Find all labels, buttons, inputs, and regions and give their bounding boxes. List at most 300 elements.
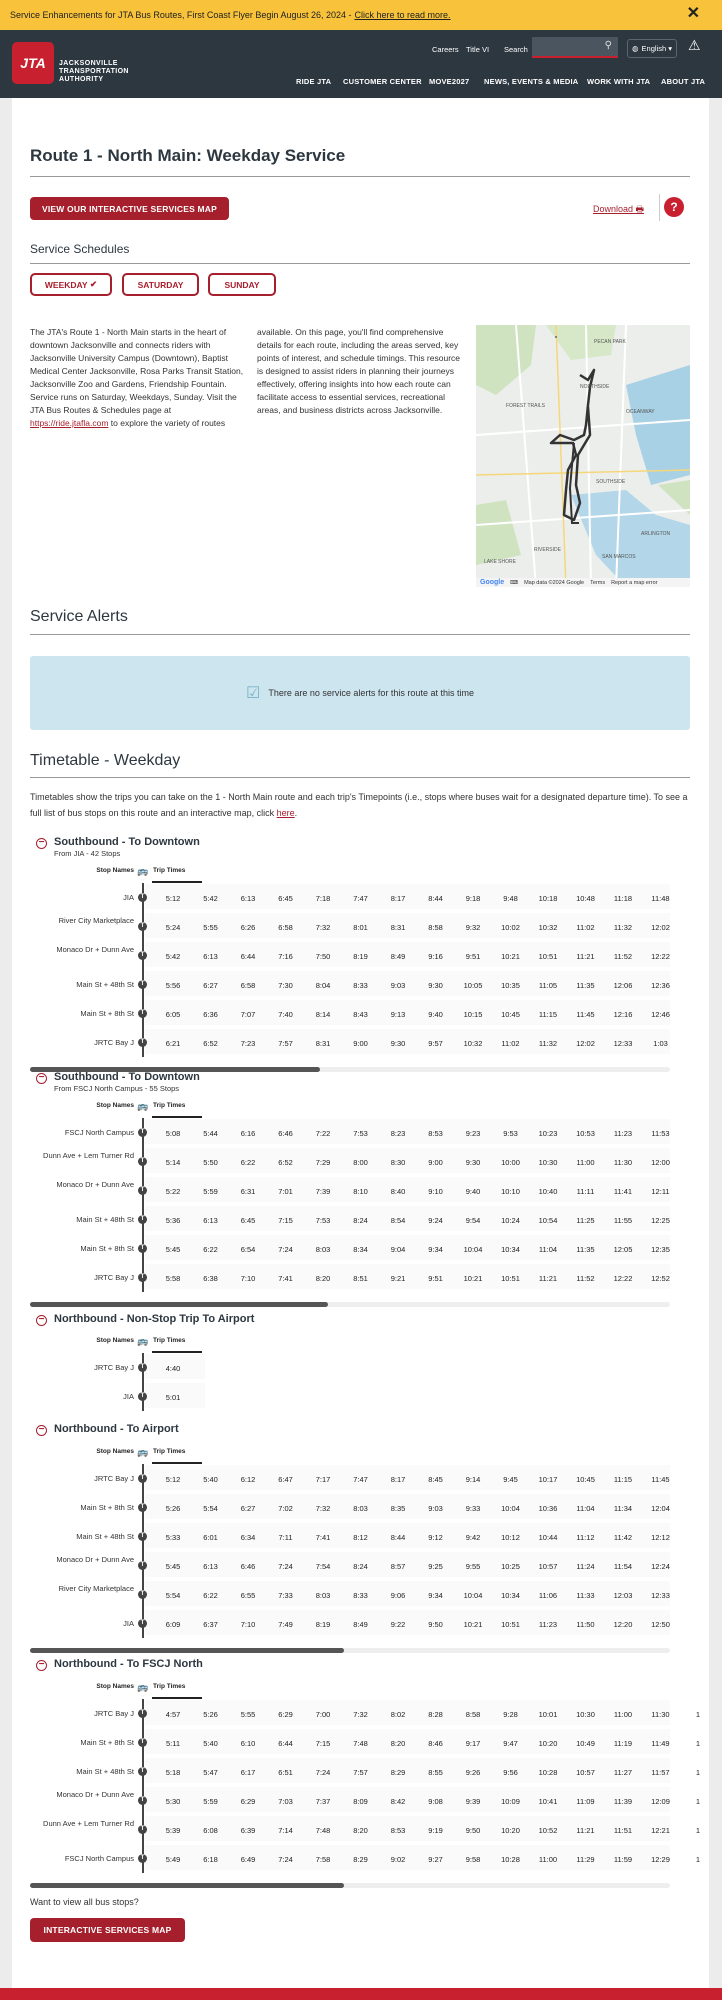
- trip-time: 8:31: [315, 1039, 331, 1048]
- trip-time: 11:21: [576, 1826, 595, 1835]
- trip-time: 7:02: [278, 1504, 293, 1513]
- trip-time: 8:24: [353, 1562, 368, 1571]
- trip-time: 11:06: [538, 1591, 558, 1600]
- timepoint-icon: T: [138, 1709, 147, 1718]
- timepoint-icon: T: [138, 1738, 147, 1747]
- trip-time: 10:05: [463, 981, 483, 990]
- trip-time: 11:24: [576, 1562, 595, 1571]
- trip-time: 11:51: [613, 1826, 633, 1835]
- trip-time: 9:40: [465, 1187, 481, 1196]
- trip-time: 6:34: [240, 1533, 256, 1542]
- trip-time: 9:13: [390, 1010, 406, 1019]
- trip-time: 10:45: [576, 1475, 595, 1484]
- search-label: Search: [504, 45, 528, 54]
- search-icon[interactable]: ⚲: [604, 40, 612, 51]
- timetable-heading: Timetable - Weekday: [30, 752, 181, 769]
- trip-time: 5:58: [165, 1274, 181, 1283]
- trip-time: 6:54: [240, 1245, 256, 1254]
- trip-time: 9:40: [428, 1010, 443, 1019]
- trip-time: 7:15: [278, 1216, 293, 1225]
- trip-time: 7:39: [315, 1187, 331, 1196]
- trip-time: 9:00: [353, 1039, 368, 1048]
- section-title: Northbound - To FSCJ North: [54, 1658, 203, 1670]
- trip-time: 8:29: [353, 1855, 368, 1864]
- horizontal-scrollbar[interactable]: [30, 1302, 670, 1307]
- timetable-header-row: [30, 1337, 670, 1353]
- trip-time: 6:44: [278, 1739, 293, 1748]
- trip-time: 10:04: [501, 1504, 520, 1513]
- trip-time: 7:11: [278, 1533, 293, 1542]
- section-title: Northbound - Non-Stop Trip To Airport: [54, 1313, 255, 1325]
- stop-name: JRTC Bay J: [94, 1709, 134, 1718]
- trip-time: 6:47: [278, 1475, 293, 1484]
- ride-jta-link[interactable]: https://ride.jtafla.com: [30, 418, 109, 428]
- trip-time: 7:29: [315, 1158, 331, 1167]
- timetable-section-header[interactable]: [36, 836, 200, 858]
- trip-time: 11:04: [538, 1245, 558, 1254]
- nav-work-with-jta[interactable]: WORK WITH JTA: [587, 77, 651, 86]
- stop-name: Main St + 48th St: [76, 1532, 134, 1541]
- trip-time: 7:24: [278, 1245, 293, 1254]
- trip-time: 7:17: [315, 1475, 331, 1484]
- nav-news-events-media[interactable]: NEWS, EVENTS & MEDIA: [484, 77, 579, 86]
- trip-time: 6:22: [240, 1158, 256, 1167]
- trip-time: 10:40: [538, 1187, 558, 1196]
- stop-name: Monaco Dr + Dunn Ave: [56, 1555, 134, 1564]
- trip-time: 5:59: [203, 1797, 218, 1806]
- collapse-icon[interactable]: −: [36, 1315, 47, 1326]
- trip-time: 6:45: [240, 1216, 256, 1225]
- trip-time: 11:27: [613, 1768, 633, 1777]
- download-link[interactable]: [593, 202, 644, 218]
- trip-time: 7:37: [315, 1797, 331, 1806]
- timetable-header-row: [30, 867, 670, 883]
- trip-time: 9:26: [465, 1768, 481, 1777]
- trip-time: 12:11: [651, 1187, 670, 1196]
- trip-time: 10:54: [538, 1216, 558, 1225]
- trip-time: 6:38: [203, 1274, 218, 1283]
- search-input[interactable]: [532, 37, 618, 58]
- stop-name: Monaco Dr + Dunn Ave: [56, 1790, 134, 1799]
- trip-time: 11:23: [613, 1129, 633, 1138]
- trip-time: 9:56: [503, 1768, 518, 1777]
- collapse-icon[interactable]: −: [36, 838, 47, 849]
- tab-sunday[interactable]: SUNDAY: [208, 273, 276, 296]
- scrollbar-thumb[interactable]: [30, 1648, 344, 1653]
- trip-time: 12:33: [651, 1591, 670, 1600]
- no-alerts-box: [30, 656, 690, 730]
- trip-time: 6:13: [203, 1562, 218, 1571]
- trip-time: 11:32: [613, 923, 633, 932]
- header-underline: [152, 881, 202, 883]
- trip-time: 8:53: [428, 1129, 443, 1138]
- trip-time: 11:39: [613, 1797, 633, 1806]
- jta-logo[interactable]: [12, 42, 54, 84]
- trip-time: 8:46: [428, 1739, 443, 1748]
- trip-time: 8:33: [353, 1591, 368, 1600]
- section-title: Southbound - To Downtown: [54, 836, 200, 848]
- trip-time: 8:02: [390, 1710, 406, 1719]
- stop-names-header: Stop Names: [96, 1337, 134, 1344]
- trip-time: 12:35: [651, 1245, 670, 1254]
- divider: [30, 176, 690, 177]
- here-link[interactable]: here: [276, 808, 295, 818]
- trip-time: 6:51: [278, 1768, 293, 1777]
- map-footer: [476, 578, 690, 587]
- google-logo: Google: [480, 579, 505, 586]
- timetable-section-header[interactable]: [36, 1071, 200, 1093]
- trip-time: 8:40: [390, 1187, 406, 1196]
- timetable-header-row: [30, 1102, 670, 1118]
- trip-time: 12:03: [613, 1591, 633, 1600]
- trip-time: 6:39: [240, 1826, 256, 1835]
- trip-time: 1: [695, 1855, 701, 1864]
- trip-time: 7:24: [278, 1562, 293, 1571]
- trip-time: 6:46: [240, 1562, 256, 1571]
- trip-time: 9:27: [428, 1855, 443, 1864]
- trip-time: 5:39: [165, 1826, 181, 1835]
- trip-time: 8:10: [353, 1187, 368, 1196]
- title-vi-link[interactable]: Title VI: [466, 45, 490, 54]
- stop-name: Main St + 8th St: [80, 1244, 134, 1253]
- language-label: English ▾: [641, 44, 672, 53]
- trip-time: 12:05: [613, 1245, 633, 1254]
- page-title: Route 1 - North Main: Weekday Service: [30, 146, 346, 165]
- timetable-description: Timetables show the trips you can take on the 1 - North Main route and each trip's Timepoints (i.e., stops where buses wait for a designated departure time). To see a full list of bus stops on this route and an interactive map, click here.: [30, 792, 688, 818]
- timetable-grid: [30, 1102, 670, 1304]
- trip-time: 9:50: [465, 1826, 481, 1835]
- trip-time: 6:36: [203, 1010, 218, 1019]
- stop-name: Main St + 8th St: [80, 1009, 134, 1018]
- timepoint-icon: T: [138, 1854, 147, 1863]
- trip-time: 12:24: [651, 1562, 670, 1571]
- trip-time: 8:28: [428, 1710, 443, 1719]
- site-header: [0, 30, 722, 98]
- trip-time: 12:09: [651, 1797, 670, 1806]
- trip-time: 6:29: [278, 1710, 293, 1719]
- trip-time: 7:22: [315, 1129, 331, 1138]
- trip-time: 11:05: [538, 981, 558, 990]
- trip-time: 6:26: [240, 923, 256, 932]
- trip-time: 8:03: [315, 1245, 331, 1254]
- trip-time: 10:32: [463, 1039, 483, 1048]
- table-row: [30, 1209, 670, 1234]
- trip-time: 10:41: [538, 1797, 558, 1806]
- trip-time: 7:14: [278, 1826, 293, 1835]
- trip-time: 12:46: [651, 1010, 670, 1019]
- trip-time: 8:14: [315, 1010, 331, 1019]
- nav-ride-jta[interactable]: RIDE JTA: [296, 77, 332, 86]
- trip-time: 10:04: [463, 1591, 483, 1600]
- timepoint-icon: T: [138, 980, 147, 989]
- timetable-grid: [30, 1337, 670, 1423]
- table-row: [30, 1790, 701, 1815]
- logo-wordmark[interactable]: [59, 60, 129, 84]
- divider: [30, 777, 690, 778]
- bus-icon: 🚌: [137, 1101, 149, 1111]
- trip-time: 10:30: [538, 1158, 558, 1167]
- timepoint-icon: T: [138, 1619, 147, 1628]
- trip-time: 9:57: [428, 1039, 443, 1048]
- trip-time: 11:29: [576, 1855, 595, 1864]
- trip-time: 7:53: [353, 1129, 368, 1138]
- trip-time: 9:39: [465, 1797, 481, 1806]
- trip-time: 6:46: [278, 1129, 293, 1138]
- trip-time: 8:49: [353, 1620, 368, 1629]
- scrollbar-thumb[interactable]: [30, 1883, 344, 1888]
- trip-time: 12:22: [651, 952, 670, 961]
- horizontal-scrollbar[interactable]: [30, 1648, 670, 1653]
- trip-time: 8:34: [353, 1245, 368, 1254]
- map-label: RIVERSIDE: [534, 547, 561, 553]
- trip-time: 8:51: [353, 1274, 368, 1283]
- map-label: OCEANWAY: [626, 409, 655, 415]
- trip-time: 10:15: [463, 1010, 483, 1019]
- trip-time: 11:02: [501, 1039, 520, 1048]
- trip-time: 11:19: [613, 1739, 633, 1748]
- trip-time: 9:28: [503, 1710, 518, 1719]
- trip-time: 8:19: [353, 952, 368, 961]
- trip-time: 11:41: [613, 1187, 633, 1196]
- timepoint-icon: T: [138, 1590, 147, 1599]
- trip-time: 7:07: [240, 1010, 256, 1019]
- stop-names-header: Stop Names: [96, 1102, 134, 1109]
- trip-time: 10:20: [538, 1739, 558, 1748]
- map-label: PECAN PARK: [594, 339, 626, 345]
- trip-time: 6:10: [240, 1739, 256, 1748]
- table-row: [30, 1386, 670, 1411]
- stop-name: FSCJ North Campus: [64, 1128, 134, 1137]
- trip-time: 1:03: [653, 1039, 668, 1048]
- table-row: [30, 887, 670, 912]
- map-report-link[interactable]: Report a map error: [611, 579, 658, 586]
- trip-time: 5:45: [165, 1245, 181, 1254]
- trip-time: 9:51: [428, 1274, 443, 1283]
- trip-time: 8:17: [390, 1475, 406, 1484]
- trip-time: 6:16: [240, 1129, 256, 1138]
- timetable-section-header[interactable]: [36, 1313, 254, 1326]
- trip-time: 8:53: [390, 1826, 406, 1835]
- timepoint-icon: T: [138, 1215, 147, 1224]
- section-subtitle: From FSCJ North Campus - 55 Stops: [54, 1084, 180, 1093]
- section-title: Southbound - To Downtown: [54, 1071, 200, 1083]
- map-keyboard-icon[interactable]: ⌨: [510, 579, 519, 586]
- trip-time: 12:12: [651, 1533, 670, 1542]
- language-select[interactable]: [627, 39, 677, 58]
- trip-time: 8:03: [315, 1591, 331, 1600]
- trip-time: 9:30: [465, 1158, 481, 1167]
- trip-time: 5:49: [165, 1855, 181, 1864]
- trip-time: 9:47: [503, 1739, 518, 1748]
- trip-time: 7:40: [278, 1010, 293, 1019]
- stop-names-header: Stop Names: [96, 867, 134, 874]
- trip-time: 11:53: [651, 1129, 670, 1138]
- trip-times-header: Trip Times: [153, 867, 186, 874]
- table-row: [30, 1357, 670, 1382]
- trip-time: 7:24: [278, 1855, 293, 1864]
- trip-time: 11:21: [538, 1274, 558, 1283]
- trip-time: 5:12: [165, 1475, 181, 1484]
- trip-time: 6:13: [240, 894, 256, 903]
- trip-time: 11:09: [576, 1797, 595, 1806]
- schedules-heading: Service Schedules: [30, 242, 130, 256]
- trip-time: 11:48: [651, 894, 670, 903]
- trip-time: 8:20: [390, 1739, 406, 1748]
- stop-name: Monaco Dr + Dunn Ave: [56, 1180, 134, 1189]
- warning-icon[interactable]: ⚠: [688, 37, 701, 53]
- trip-time: 8:55: [428, 1768, 443, 1777]
- timepoint-icon: T: [138, 1474, 147, 1483]
- trip-time: 8:33: [353, 981, 368, 990]
- trip-time: 10:21: [463, 1274, 483, 1283]
- view-interactive-map-button[interactable]: VIEW OUR INTERACTIVE SERVICES MAP: [30, 197, 229, 220]
- trip-time: 11:21: [576, 952, 595, 961]
- careers-link[interactable]: Careers: [432, 45, 459, 54]
- route-map[interactable]: [476, 325, 690, 587]
- trip-time: 8:29: [390, 1768, 406, 1777]
- trip-time: 8:44: [428, 894, 443, 903]
- logo-line: JACKSONVILLE: [59, 60, 118, 67]
- trip-time: 6:52: [278, 1158, 293, 1167]
- bus-icon: 🚌: [137, 1682, 149, 1692]
- trip-time: 8:57: [390, 1562, 406, 1571]
- trip-time: 9:58: [465, 1855, 481, 1864]
- trip-time: 10:48: [576, 894, 595, 903]
- trip-time: 8:58: [465, 1710, 481, 1719]
- stop-name: JRTC Bay J: [94, 1474, 134, 1483]
- view-stops-prompt: Want to view all bus stops?: [30, 1897, 139, 1907]
- timepoint-icon: T: [138, 1128, 147, 1137]
- trip-time: 8:00: [353, 1158, 368, 1167]
- collapse-icon[interactable]: −: [36, 1073, 47, 1084]
- tab-weekday[interactable]: [30, 273, 112, 296]
- trip-time: 10:10: [501, 1187, 520, 1196]
- trip-time: 12:06: [613, 981, 633, 990]
- trip-time: 11:12: [576, 1533, 595, 1542]
- trip-time: 11:04: [576, 1504, 595, 1513]
- trip-time: 10:34: [501, 1245, 520, 1254]
- table-row: [30, 1032, 670, 1057]
- section-title: Northbound - To Airport: [54, 1423, 179, 1435]
- trip-time: 6:13: [203, 952, 218, 961]
- trip-time: 5:18: [165, 1768, 181, 1777]
- stop-name: JIA: [123, 1392, 134, 1401]
- trip-time: 9:04: [390, 1245, 406, 1254]
- timetable-section-header[interactable]: [36, 1658, 203, 1671]
- trip-time: 6:58: [278, 923, 293, 932]
- map-label: SAN MARCOS: [602, 554, 636, 560]
- trip-time: 12:50: [651, 1620, 670, 1629]
- timepoint-icon: T: [138, 922, 147, 931]
- trip-time: 9:50: [428, 1620, 443, 1629]
- checkbox-icon: ☑: [246, 685, 261, 702]
- trip-time: 11:30: [613, 1158, 633, 1167]
- trip-time: 5:14: [165, 1158, 181, 1167]
- stop-name: Dunn Ave + Lem Turner Rd: [43, 1151, 134, 1160]
- trip-time: 11:54: [613, 1562, 633, 1571]
- header-underline: [152, 1462, 202, 1464]
- table-row: [30, 974, 670, 999]
- help-button[interactable]: ?: [664, 197, 684, 217]
- description-text: The JTA's Route 1 - North Main starts in the heart of downtown Jacksonville and connects riders with Jacksonville University Campus (Downtown), Baptist Medical Center Jacksonville, Rosa Parks Transit Station, Jacksonville Zoo and Gardens, Friendship Fountain. Service runs on Saturday, Weekdays, Sunday. Visit the JTA Bus Routes & Schedules page at: [30, 327, 244, 415]
- trip-time: 7:03: [278, 1797, 293, 1806]
- trip-time: 8:31: [390, 923, 406, 932]
- nav-about-jta[interactable]: ABOUT JTA: [661, 77, 706, 86]
- trip-time: 6:12: [240, 1475, 256, 1484]
- table-row: [30, 1267, 670, 1292]
- trip-time: 6:09: [165, 1620, 181, 1629]
- trip-time: 5:24: [165, 923, 181, 932]
- trip-time: 5:55: [240, 1710, 256, 1719]
- scrollbar-thumb[interactable]: [30, 1302, 328, 1307]
- horizontal-scrollbar[interactable]: [30, 1883, 670, 1888]
- globe-icon: ◍: [632, 44, 639, 53]
- trip-time: 9:55: [465, 1562, 481, 1571]
- trip-time: 10:30: [576, 1710, 595, 1719]
- trip-time: 11:15: [538, 1010, 558, 1019]
- logo-line: TRANSPORTATION: [59, 68, 129, 75]
- trip-time: 11:11: [576, 1187, 595, 1196]
- nav-customer-center[interactable]: CUSTOMER CENTER: [343, 77, 422, 86]
- trip-time: 8:44: [390, 1533, 406, 1542]
- trip-time: 11:25: [576, 1216, 595, 1225]
- trip-time: 9:06: [390, 1591, 406, 1600]
- trip-time: 7:53: [315, 1216, 331, 1225]
- trip-time: 11:49: [651, 1739, 670, 1748]
- trip-time: 10:57: [538, 1562, 558, 1571]
- nav-move2027[interactable]: MOVE2027: [429, 77, 470, 86]
- announcement-link[interactable]: Click here to read more.: [354, 10, 451, 20]
- collapse-icon[interactable]: −: [36, 1425, 47, 1436]
- tab-saturday[interactable]: SATURDAY: [122, 273, 199, 296]
- trip-time: 11:45: [651, 1475, 670, 1484]
- trip-time: 6:27: [203, 981, 218, 990]
- interactive-services-map-button[interactable]: INTERACTIVE SERVICES MAP: [30, 1918, 185, 1942]
- trip-time: 8:01: [353, 923, 368, 932]
- header-underline: [152, 1116, 202, 1118]
- trip-time: 9:34: [428, 1591, 443, 1600]
- trip-time: 11:02: [576, 923, 595, 932]
- table-row: [30, 1180, 670, 1205]
- logo-mark: JTA: [20, 55, 46, 71]
- trip-time: 7:47: [353, 894, 368, 903]
- trip-time: 8:45: [428, 1475, 443, 1484]
- trip-time: 9:54: [465, 1216, 481, 1225]
- trip-time: 5:54: [165, 1591, 181, 1600]
- trip-time: 6:49: [240, 1855, 256, 1864]
- map-label: SOUTHSIDE: [596, 479, 626, 485]
- trip-time: 8:43: [353, 1010, 368, 1019]
- trip-time: 4:57: [165, 1710, 181, 1719]
- trip-time: 11:23: [538, 1620, 558, 1629]
- trip-time: 8:35: [390, 1504, 406, 1513]
- trip-time: 1: [695, 1826, 701, 1835]
- trip-time: 5:33: [165, 1533, 181, 1542]
- map-terms-link[interactable]: Terms: [590, 579, 606, 586]
- trip-time: 12:20: [613, 1620, 633, 1629]
- trip-time: 9:22: [390, 1620, 406, 1629]
- trip-time: 9:16: [428, 952, 443, 961]
- close-icon[interactable]: ✕: [686, 5, 700, 22]
- trip-time: 5:22: [165, 1187, 181, 1196]
- collapse-icon[interactable]: −: [36, 1660, 47, 1671]
- trip-times-header: Trip Times: [153, 1683, 186, 1690]
- timetable-section-header[interactable]: [36, 1423, 179, 1436]
- service-alerts-heading: Service Alerts: [30, 608, 128, 625]
- trip-time: 8:54: [390, 1216, 406, 1225]
- stop-name: Main St + 8th St: [80, 1503, 134, 1512]
- trip-time: 7:41: [278, 1274, 293, 1283]
